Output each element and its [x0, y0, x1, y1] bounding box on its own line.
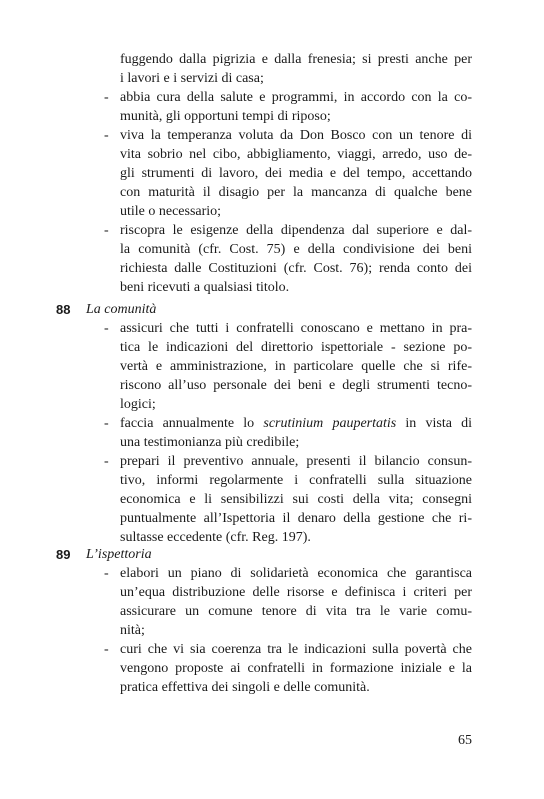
item-line: gli strumenti di lavoro, dei media e del tempo, accettando — [120, 166, 472, 181]
item-line: riscono all’uso personale dei beni e degli strumenti tecno- — [120, 378, 472, 393]
list-item — [104, 319, 472, 414]
bullet-dash: - — [104, 223, 109, 238]
list-item — [104, 126, 472, 221]
section-title: L’ispettoria — [86, 547, 152, 562]
continuation-line: i lavori e i servizi di casa; — [120, 71, 264, 86]
bullet-dash: - — [104, 566, 109, 581]
list-item — [104, 88, 472, 126]
item-line: utile o necessario; — [120, 204, 222, 219]
item-line: elabori un piano di solidarietà economica che garantisca — [120, 566, 472, 581]
bullet-dash: - — [104, 454, 109, 469]
bullet-dash: - — [104, 321, 109, 336]
list-item — [104, 564, 472, 640]
section-number: 89 — [56, 547, 71, 562]
item-line: beni ricevuti a qualsiasi titolo. — [120, 280, 290, 295]
item-line: vita sobrio nel cibo, abbigliamento, viaggi, arredo, uso de- — [120, 147, 472, 162]
page-number: 65 — [458, 733, 472, 748]
section-number: 88 — [56, 302, 71, 317]
item-line: richiesta dalle Costituzioni (cfr. Cost. 76); renda conto dei — [120, 261, 472, 276]
item-line: munità, gli opportuni tempi di riposo; — [120, 109, 331, 124]
item-line: riscopra le esigenze della dipendenza dal superiore e dal- — [120, 223, 472, 238]
item-line: vengono proposte ai confratelli in formazione iniziale e la — [120, 661, 472, 676]
section-title: La comunità — [86, 302, 157, 317]
item-line: puntualmente all’Ispettoria il denaro della gestione che ri- — [120, 511, 472, 526]
intro-text-block — [104, 50, 472, 297]
item-line: pratica effettiva dei singoli e delle comunità. — [120, 680, 370, 695]
item-line: una testimonianza più credibile; — [120, 435, 300, 450]
item-line: economica e li sensibilizzi sui costi della vita; consegni — [120, 492, 472, 507]
item-line: assicurare un comune tenore di vita tra le varie comu- — [120, 604, 472, 619]
item-line: tivo, informi regolarmente i confratelli sulla situazione — [120, 473, 472, 488]
item-line: assicuri che tutti i confratelli conoscano e mettano in pra- — [120, 321, 472, 336]
item-line: tica le indicazioni del direttorio ispettoriale - sezione po- — [120, 340, 472, 355]
section-88-body — [104, 319, 472, 547]
item-line: un’equa distribuzione delle risorse e definisca i criteri per — [120, 585, 472, 600]
bullet-dash: - — [104, 416, 109, 431]
item-line: con maturità il disagio per la mancanza di qualche bene — [120, 185, 472, 200]
section-89-body — [104, 564, 472, 697]
list-item — [104, 221, 472, 297]
bullet-dash: - — [104, 642, 109, 657]
bullet-dash: - — [104, 90, 109, 105]
list-item — [104, 640, 472, 697]
item-line: nità; — [120, 623, 145, 638]
item-line: abbia cura della salute e programmi, in accordo con la co- — [120, 90, 472, 105]
list-item — [104, 414, 472, 452]
item-line: la comunità (cfr. Cost. 75) e della condivisione dei beni — [120, 242, 472, 257]
item-line: prepari il preventivo annuale, presenti il bilancio consun- — [120, 454, 472, 469]
item-line: viva la temperanza voluta da Don Bosco con un tenore di — [120, 128, 472, 143]
item-line: logici; — [120, 397, 156, 412]
item-line: sultasse eccedente (cfr. Reg. 197). — [120, 530, 311, 545]
item-line: faccia annualmente lo scrutinium paupertatis in vista di — [120, 416, 472, 431]
list-item — [104, 452, 472, 547]
latin-term: scrutinium paupertatis — [263, 416, 397, 431]
bullet-dash: - — [104, 128, 109, 143]
continuation-line: fuggendo dalla pigrizia e dalla frenesia; si presti anche per — [120, 52, 472, 67]
item-line: curi che vi sia coerenza tra le indicazioni sulla povertà che — [120, 642, 472, 657]
item-line: vertà e amministrazione, in particolare quelle che si rife- — [120, 359, 472, 374]
